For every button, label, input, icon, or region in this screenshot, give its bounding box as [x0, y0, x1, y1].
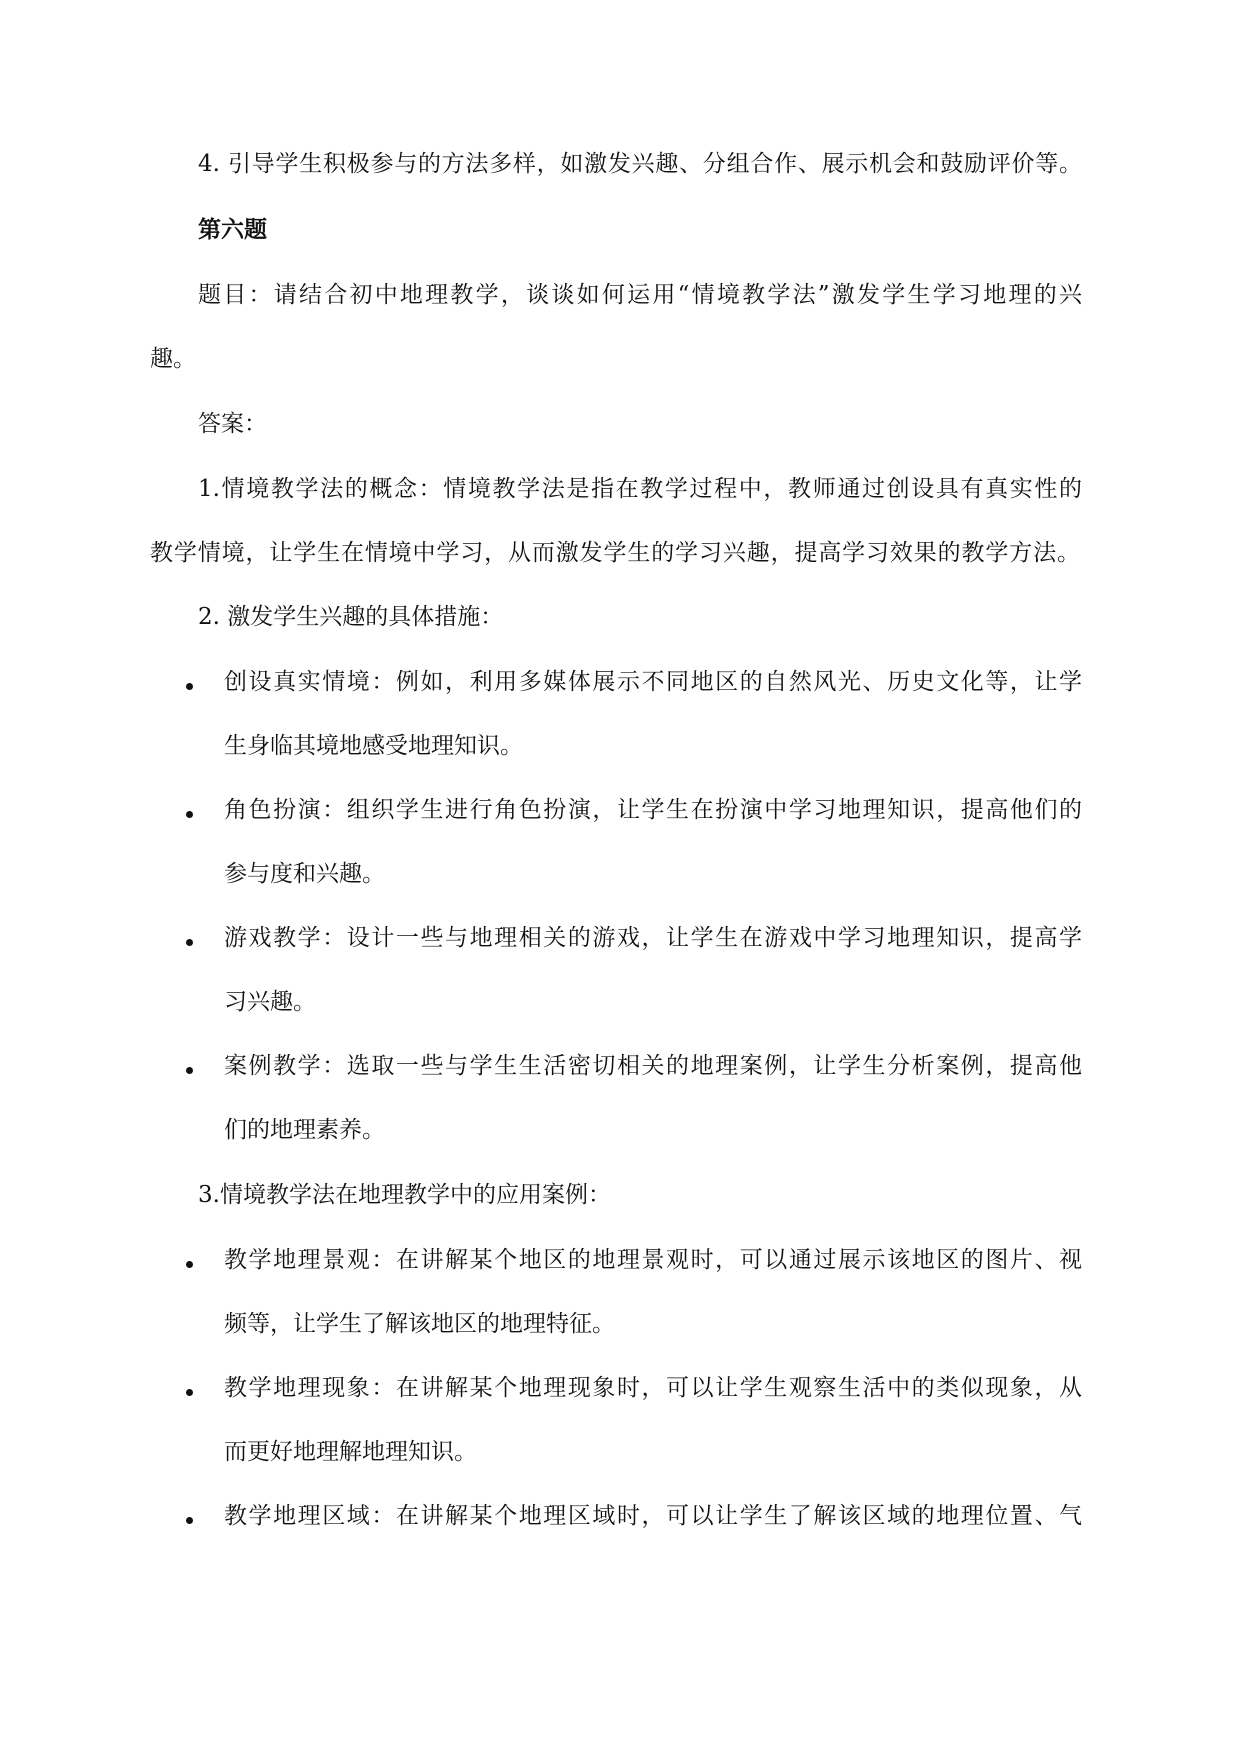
bullet-dot — [186, 811, 193, 818]
list-item-line-2: 生身临其境地感受地理知识。 — [224, 733, 523, 759]
list-item-line-1: 角色扮演：组织学生进行角色扮演，让学生在扮演中学习地理知识，提高他们的 — [224, 797, 1082, 823]
bullet-dot — [186, 1067, 193, 1074]
answer-label: 答案： — [198, 411, 267, 437]
bullet-dot — [186, 1517, 193, 1524]
section-1-line-2: 教学情境，让学生在情境中学习，从而激发学生的学习兴趣，提高学习效果的教学方法。 — [150, 540, 1080, 566]
list-item-line-2: 频等，让学生了解该地区的地理特征。 — [224, 1311, 615, 1337]
list-item-line-1: 创设真实情境：例如，利用多媒体展示不同地区的自然风光、历史文化等，让学 — [224, 669, 1082, 695]
bullet-dot — [186, 683, 193, 690]
paragraph-point-4: 4. 引导学生积极参与的方法多样，如激发兴趣、分组合作、展示机会和鼓励评价等。 — [198, 151, 1082, 177]
bullet-dot — [186, 939, 193, 946]
list-item-line-2: 习兴趣。 — [224, 989, 316, 1015]
list-item-line-1: 教学地理景观：在讲解某个地区的地理景观时，可以通过展示该地区的图片、视 — [224, 1247, 1082, 1273]
list-item-line-2: 而更好地理解地理知识。 — [224, 1439, 477, 1465]
list-item-line-1: 案例教学：选取一些与学生生活密切相关的地理案例，让学生分析案例，提高他 — [224, 1053, 1082, 1079]
list-item-line-2: 参与度和兴趣。 — [224, 861, 385, 887]
bullet-dot — [186, 1261, 193, 1268]
question-line-2: 趣。 — [150, 346, 196, 372]
section-2-heading: 2. 激发学生兴趣的具体措施： — [198, 604, 504, 630]
list-item-line-1: 游戏教学：设计一些与地理相关的游戏，让学生在游戏中学习地理知识，提高学 — [224, 925, 1082, 951]
bullet-dot — [186, 1389, 193, 1396]
list-item-line-1: 教学地理区域：在讲解某个地理区域时，可以让学生了解该区域的地理位置、气 — [224, 1503, 1082, 1529]
question-line-1: 题目：请结合初中地理教学，谈谈如何运用“情境教学法”激发学生学习地理的兴 — [198, 282, 1082, 308]
section-heading: 第六题 — [198, 216, 267, 243]
list-item-line-2: 们的地理素养。 — [224, 1117, 385, 1143]
list-item-line-1: 教学地理现象：在讲解某个地理现象时，可以让学生观察生活中的类似现象，从 — [224, 1375, 1082, 1401]
section-1-line-1: 1.情境教学法的概念：情境教学法是指在教学过程中，教师通过创设具有真实性的 — [198, 476, 1082, 502]
section-3-heading: 3.情境教学法在地理教学中的应用案例： — [198, 1182, 611, 1208]
